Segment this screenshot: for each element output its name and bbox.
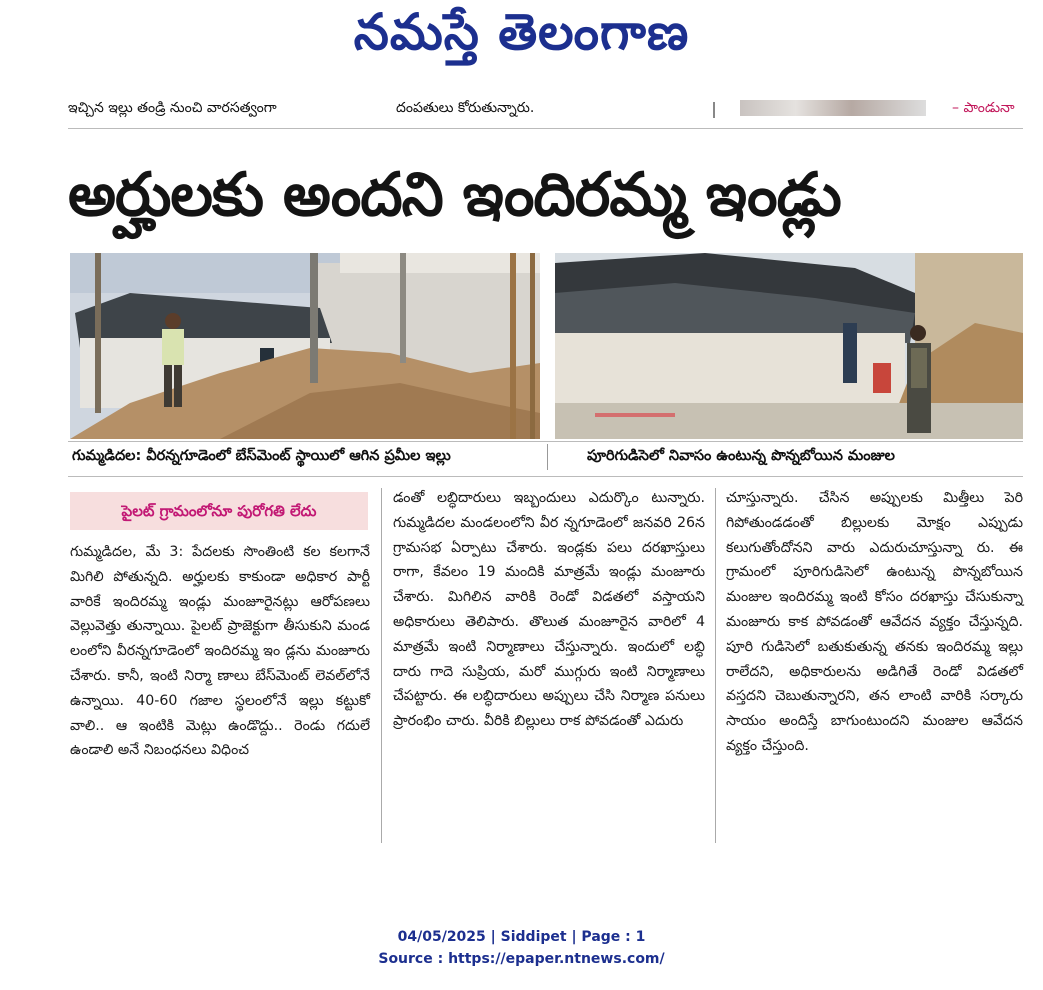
photo-basement-house xyxy=(70,253,540,439)
article-column-2 xyxy=(393,486,705,734)
kicker-photo-strip xyxy=(740,100,926,116)
photo-thatched-hut xyxy=(555,253,1023,439)
column-divider-1 xyxy=(381,488,382,843)
footer-date-edition: 04/05/2025 | Siddipet | Page : 1 xyxy=(397,929,646,945)
caption-bottom-rule xyxy=(68,476,1023,477)
column-divider-2 xyxy=(715,488,716,843)
caption-left: గుమ్మడిదల: వీరన్నగూడెంలో బేస్‌మెంట్ స్థాయిలో ఆగిన ప్రమీల ఇల్లు xyxy=(72,448,451,464)
kicker-row xyxy=(68,100,1043,124)
kicker-right-text: – పాండునా xyxy=(952,100,1015,116)
article-column-3 xyxy=(726,486,1023,759)
footer-source: Source : https://epaper.ntnews.com/ xyxy=(378,951,665,967)
photo-bottom-rule xyxy=(68,441,1023,442)
kicker-middle-text: దంపతులు కోరుతున్నారు. xyxy=(396,100,535,116)
kicker-divider xyxy=(713,102,715,118)
article-headline: అర్హులకు అందని ఇందిరమ్మ ఇండ్లు xyxy=(68,160,841,230)
kicker-left-text: ఇచ్చిన ఇల్లు తండ్రి నుంచి వారసత్వంగా xyxy=(68,100,277,116)
column-1-text: గుమ్మడిదల, మే 3: పేదలకు సొంతింటి కల కలగానే మిగిలి పోతున్నది. అర్హులకు కాకుండా అధికార పార్టీ వారికే ఇందిరమ్మ ఇండ్లు మంజూరైనట్లు ఆరోపణలు వెల్లువెత్తు తున్నాయి. పైలట్ ప్రాజెక్టుగా తీసుకుని మండ లంలోని వీరన్నగూడెంలో ఇందిరమ్మ ఇం డ్లను మంజూరు చేశారు. కానీ, ఇంటి నిర్మా ణాలు బేస్‌మెంట్ లెవల్‌లోనే ఉన్నాయి. 40-60 గజాల స్థలంలోనే ఇల్లు కట్టుకో వాలి.. ఆ ఇంటికి మెట్లు ఉండొద్దు.. రెండు గదులే ఉండాలి అనే నిబంధనలు విధించ xyxy=(70,544,370,759)
caption-right: పూరిగుడిసెలో నివాసం ఉంటున్న పొన్నబోయిన మంజుల xyxy=(587,448,895,464)
column-2-text: డంతో లబ్ధిదారులు ఇబ్బందులు ఎదుర్కొం టున్నారు. గుమ్మడిదల మండలంలోని వీర న్నగూడెంలో జనవరి 26న గ్రామసభ ఏర్పాటు చేశారు. ఇండ్లకు పలు దరఖాస్తులు రాగా, కేవలం 19 మందికి మాత్రమే ఇండ్లు మంజూరు చేశారు. మిగిలిన వారికి రెండో విడతలో వస్తాయని అధికారులు తెలిపారు. తొలుత మంజూరైన వారిలో 4 మాత్రమే ఇంటి నిర్మాణాలు చేస్తున్నారు. ఇందులో లబ్ధి దారు గాదె సుప్రియ, మరో ముగ్గురు ఇంటి నిర్మాణాలు చేపట్టారు. ఈ లబ్ధిదారులు అప్పులు చేసి నిర్మాణ పనులు ప్రారంభిం చారు. వీరికి బిల్లులు రాక పోవడంతో ఎదురు xyxy=(393,490,705,730)
column-3-text: చూస్తున్నారు. చేసిన అప్పులకు మిత్తీలు పెరి గిపోతుండడంతో బిల్లులకు మోక్షం ఎప్పుడు కలుగుతోందోనని వారు ఎదురుచూస్తున్నా రు. ఈ గ్రామంలో పూరిగుడిసెలో ఉంటున్న పొన్నబోయిన మంజుల ఇందిరమ్మ ఇంటి కోసం దరఖాస్తు చేసుకున్నా మంజూరు కాక పోవడంతో ఆవేదన వ్యక్తం చేస్తున్నది. పూరి గుడిసెలో బతుకుతున్న తనకు ఇందిరమ్మ ఇల్లు రాలేదని, అధికారులను అడిగితే రెండో విడతలో వస్తదని చెబుతున్నారని, తన లాంటి వారికి సర్కారు సాయం అందిస్తే బాగుంటుందని మంజుల ఆవేదన వ్యక్తం చేస్తుంది. xyxy=(726,490,1023,754)
article-column-1 xyxy=(70,540,370,763)
newspaper-masthead: నమస్తే తెలంగాణ xyxy=(353,2,690,61)
top-rule xyxy=(68,128,1023,129)
caption-divider xyxy=(547,444,548,470)
article-subhead: పైలట్ గ్రామంలోనూ పురోగతి లేదు xyxy=(70,492,368,530)
